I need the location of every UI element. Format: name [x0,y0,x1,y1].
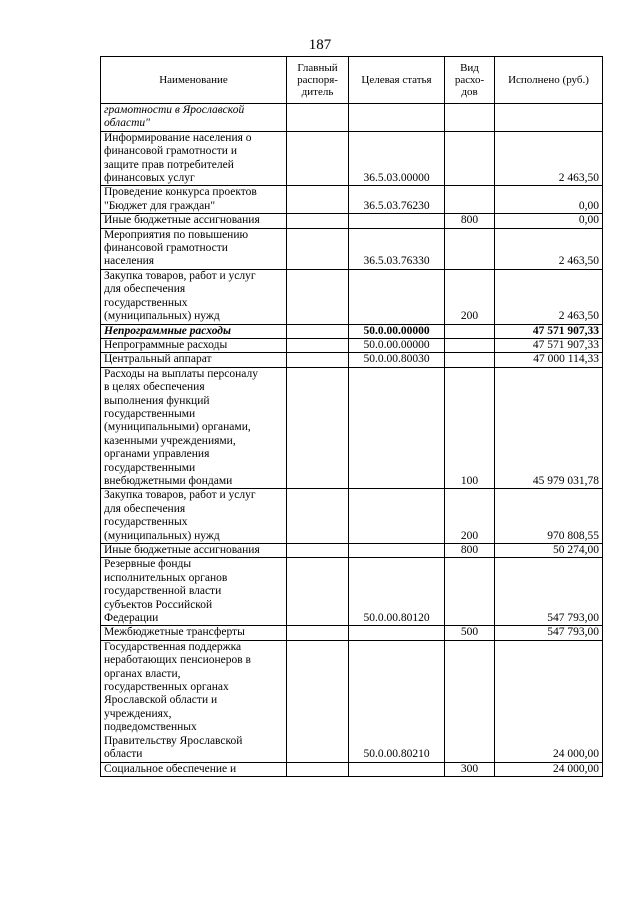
row-name: Иные бюджетные ассигнования [101,214,287,228]
header-kind: Вид расхо-дов [445,57,495,104]
row-name: Непрограммные расходы [101,324,287,338]
row-target: 36.5.03.76230 [349,186,445,214]
budget-execution-table [100,56,603,777]
row-kind [445,353,495,367]
row-name: Расходы на выплаты персоналу в целях обеспечения выполнения функций государственными (муниципальными) органами, казенными учреждениями, органами управления государственными внебюджетными фондами [101,367,287,489]
row-target: 50.0.00.80030 [349,353,445,367]
row-executed: 547 793,00 [495,626,603,640]
row-name: Центральный аппарат [101,353,287,367]
row-admin [287,367,349,489]
row-target: 50.0.00.00000 [349,338,445,352]
row-name: Иные бюджетные ассигнования [101,544,287,558]
row-kind [445,324,495,338]
row-name: Государственная поддержка неработающих пенсионеров в органах власти, государственных органах Ярославской области и учреждениях, подведомственных Правительству Ярославской области [101,640,287,762]
row-executed: 2 463,50 [495,131,603,186]
row-admin [287,186,349,214]
row-admin [287,558,349,626]
table-row [101,626,603,640]
table-row [101,324,603,338]
row-admin [287,214,349,228]
row-admin [287,489,349,544]
row-admin [287,626,349,640]
row-name: Проведение конкурса проектов "Бюджет для граждан" [101,186,287,214]
table-row [101,338,603,352]
row-executed: 47 571 907,33 [495,324,603,338]
row-kind: 800 [445,214,495,228]
row-name: Закупка товаров, работ и услуг для обеспечения государственных (муниципальных) нужд [101,489,287,544]
table-row [101,640,603,762]
page-number: 187 [308,37,332,53]
row-target [349,214,445,228]
row-target [349,626,445,640]
row-admin [287,353,349,367]
row-target [349,367,445,489]
table-row [101,186,603,214]
row-kind: 100 [445,367,495,489]
row-target: 50.0.00.80210 [349,640,445,762]
row-kind: 200 [445,489,495,544]
header-name: Наименование [101,57,287,104]
row-executed: 970 808,55 [495,489,603,544]
row-kind: 200 [445,269,495,324]
row-executed: 24 000,00 [495,762,603,776]
row-admin [287,338,349,352]
row-executed: 47 571 907,33 [495,338,603,352]
row-executed: 0,00 [495,186,603,214]
row-admin [287,762,349,776]
row-kind [445,104,495,132]
row-admin [287,131,349,186]
table-row [101,131,603,186]
row-admin [287,640,349,762]
row-kind [445,228,495,269]
row-name: Резервные фонды исполнительных органов государственной власти субъектов Российской Федерации [101,558,287,626]
row-name: грамотности в Ярославской области" [101,104,287,132]
row-target [349,489,445,544]
table-row [101,214,603,228]
row-target [349,762,445,776]
row-executed: 2 463,50 [495,269,603,324]
table-row [101,353,603,367]
table-row [101,558,603,626]
table-row [101,104,603,132]
row-target: 50.0.00.00000 [349,324,445,338]
table-row [101,269,603,324]
table-row [101,228,603,269]
row-target: 50.0.00.80120 [349,558,445,626]
header-target: Целевая статья [349,57,445,104]
row-executed: 2 463,50 [495,228,603,269]
row-kind [445,338,495,352]
row-target: 36.5.03.00000 [349,131,445,186]
row-target: 36.5.03.76330 [349,228,445,269]
row-executed: 24 000,00 [495,640,603,762]
table-row [101,762,603,776]
row-kind [445,640,495,762]
row-name: Закупка товаров, работ и услуг для обеспечения государственных (муниципальных) нужд [101,269,287,324]
row-executed: 50 274,00 [495,544,603,558]
table-row [101,367,603,489]
row-kind [445,131,495,186]
row-kind: 800 [445,544,495,558]
row-target [349,269,445,324]
header-admin: Главный распоря-дитель [287,57,349,104]
table-header-row [101,57,603,104]
row-target [349,544,445,558]
row-admin [287,324,349,338]
table-row [101,489,603,544]
row-admin [287,269,349,324]
row-kind: 500 [445,626,495,640]
row-executed: 547 793,00 [495,558,603,626]
table-row [101,544,603,558]
row-target [349,104,445,132]
row-name: Межбюджетные трансферты [101,626,287,640]
row-name: Информирование населения о финансовой грамотности и защите прав потребителей финансовых услуг [101,131,287,186]
row-admin [287,104,349,132]
row-kind: 300 [445,762,495,776]
row-executed: 45 979 031,78 [495,367,603,489]
row-executed: 47 000 114,33 [495,353,603,367]
row-kind [445,186,495,214]
row-admin [287,544,349,558]
row-name: Непрограммные расходы [101,338,287,352]
row-name: Мероприятия по повышению финансовой грамотности населения [101,228,287,269]
row-name: Социальное обеспечение и [101,762,287,776]
row-executed [495,104,603,132]
row-kind [445,558,495,626]
header-executed: Исполнено (руб.) [495,57,603,104]
row-executed: 0,00 [495,214,603,228]
row-admin [287,228,349,269]
